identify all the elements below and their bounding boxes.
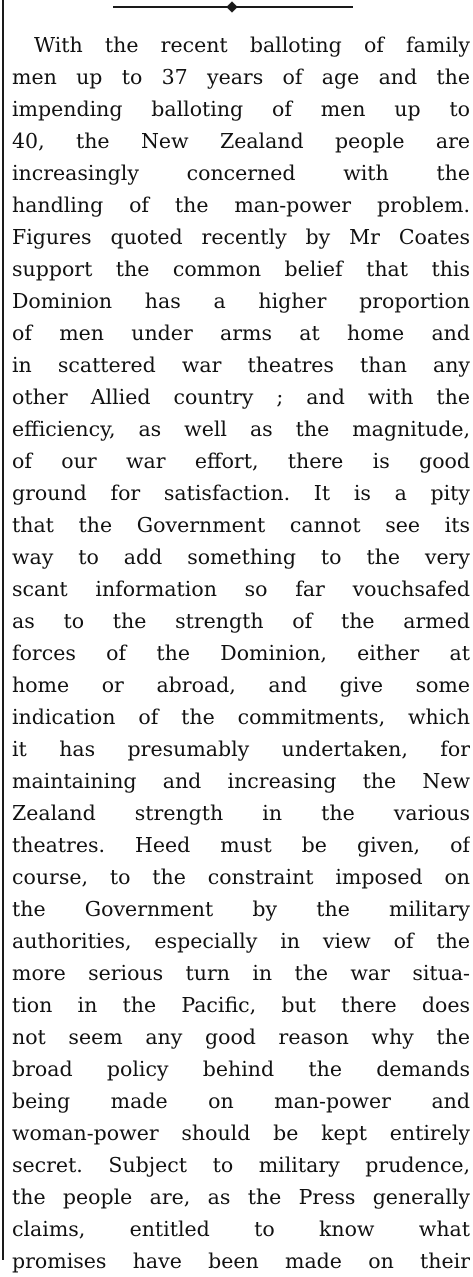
divider-diamond — [226, 1, 237, 12]
text-line: handling of the man-power problem. — [12, 193, 470, 217]
text-line: it has presumably undertaken, for — [12, 737, 470, 761]
text-line: course, to the constraint imposed on — [12, 865, 470, 889]
text-line: the people are, as the Press generally — [12, 1185, 470, 1209]
text-line: in scattered war theatres than any — [12, 353, 470, 377]
text-line: the Government by the military — [12, 897, 470, 921]
text-line: of men under arms at home and — [12, 321, 470, 345]
text-line: scant information so far vouchsafed — [12, 577, 470, 601]
text-line: support the common belief that this — [12, 257, 470, 281]
text-line: being made on man-power and — [12, 1089, 470, 1113]
text-line: 40, the New Zealand people are — [12, 129, 470, 153]
text-line: Zealand strength in the various — [12, 801, 470, 825]
text-line: that the Government cannot see its — [12, 513, 470, 537]
text-line: claims, entitled to know what — [12, 1217, 470, 1241]
text-line: theatres. Heed must be given, of — [12, 833, 470, 857]
text-line: forces of the Dominion, either at — [12, 641, 470, 665]
text-line: other Allied country ; and with the — [12, 385, 470, 409]
text-line: of our war effort, there is good — [12, 449, 470, 473]
text-line: authorities, especially in view of the — [12, 929, 470, 953]
text-line: maintaining and increasing the New — [12, 769, 470, 793]
text-line: With the recent balloting of family — [34, 33, 470, 57]
text-line: not seem any good reason why the — [12, 1025, 470, 1049]
text-line: increasingly concerned with the — [12, 161, 470, 185]
text-line: home or abroad, and give some — [12, 673, 470, 697]
text-line: impending balloting of men up to — [12, 97, 470, 121]
text-line: more serious turn in the war situa- — [12, 961, 470, 985]
column-rule — [2, 0, 4, 1260]
text-line: tion in the Pacific, but there does — [12, 993, 470, 1017]
text-line: secret. Subject to military prudence, — [12, 1153, 470, 1177]
text-line: ground for satisfaction. It is a pity — [12, 481, 470, 505]
text-line: as to the strength of the armed — [12, 609, 470, 633]
text-line: woman-power should be kept entirely — [12, 1121, 470, 1145]
text-line: promises have been made on their — [12, 1249, 470, 1273]
section-divider — [113, 2, 353, 10]
article-body — [12, 29, 470, 1277]
text-line: efficiency, as well as the magnitude, — [12, 417, 470, 441]
text-line: way to add something to the very — [12, 545, 470, 569]
text-line: indication of the commitments, which — [12, 705, 470, 729]
text-line: Figures quoted recently by Mr Coates — [12, 225, 470, 249]
text-line: men up to 37 years of age and the — [12, 65, 470, 89]
text-line: Dominion has a higher proportion — [12, 289, 470, 313]
text-line: broad policy behind the demands — [12, 1057, 470, 1081]
